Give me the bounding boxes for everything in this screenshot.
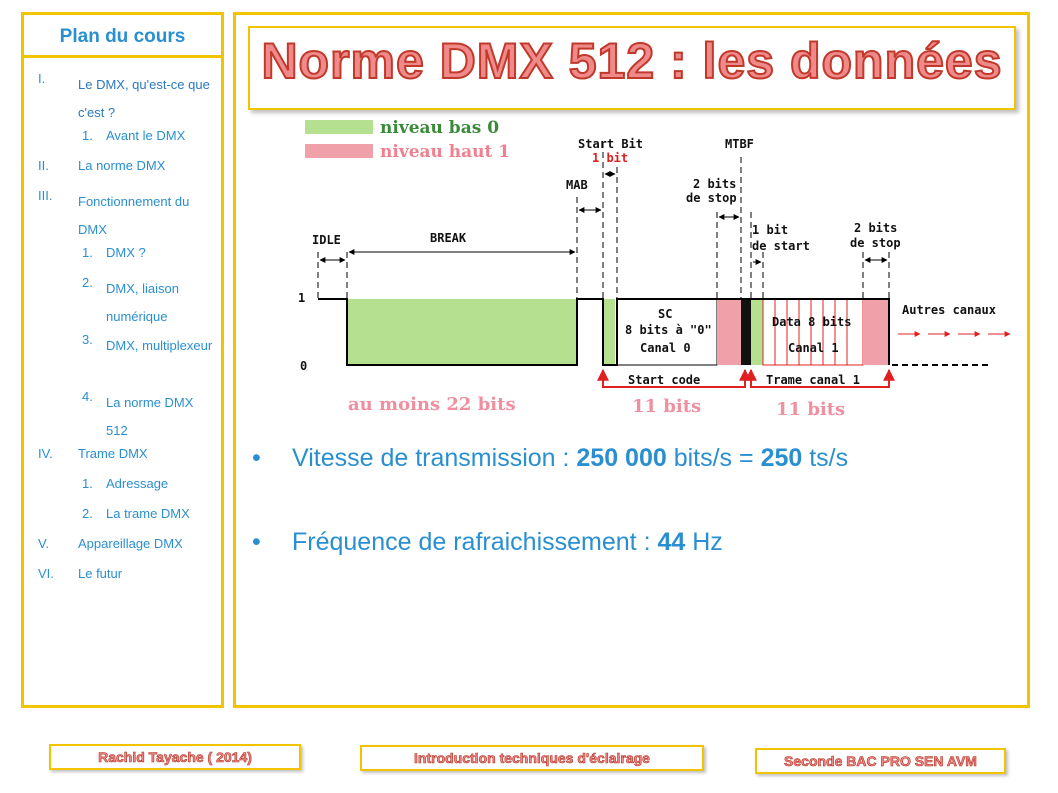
outline-item[interactable]: 3. DMX, multiplexeur [82, 332, 213, 353]
course-outline-panel [21, 12, 224, 708]
outline-item[interactable]: 2. DMX, liaison numérique [82, 275, 179, 324]
key-facts-list [252, 444, 1022, 612]
legend-low-swatch [305, 120, 373, 134]
channel-frame-label: Trame canal 1 [766, 373, 860, 387]
outline-item[interactable]: 1. DMX ? [82, 245, 146, 260]
sc-channel-label: Canal 0 [640, 341, 691, 355]
stop-bits-label-b: de stop [686, 191, 737, 205]
start-bit-1-label-b: de start [752, 239, 810, 253]
start-bit-region [603, 299, 615, 365]
slide-title: Norme DMX 512 : les données [261, 33, 1003, 89]
mab-label: MAB [566, 178, 588, 192]
break-region [347, 299, 577, 365]
one-bit-label: 1 bit [592, 151, 629, 165]
refresh-rate-bullet: • Fréquence de rafraichissement : 44 Hz [252, 528, 723, 556]
outline-item[interactable]: 4. La norme DMX 512 [82, 389, 194, 438]
dmx-frame-diagram [280, 112, 1020, 432]
transmission-speed-bullet: • Vitesse de transmission : 250 000 bits/s = 250 ts/s [252, 444, 849, 472]
footer-author: Rachid Tayache ( 2014) [49, 744, 301, 770]
outline-item[interactable]: III. Fonctionnement du DMX [38, 188, 190, 237]
outline-item[interactable]: IV. Trame DMX [38, 446, 148, 461]
legend-high-label: niveau haut 1 [380, 142, 511, 162]
outline-item[interactable]: II. La norme DMX [38, 158, 166, 173]
other-channels-label: Autres canaux [902, 303, 996, 317]
start-code-bits-count: 11 bits [632, 396, 702, 417]
outline-item[interactable]: 2. La trame DMX [82, 506, 190, 521]
outline-title: Plan du cours [24, 19, 221, 58]
data-channel-label: Canal 1 [788, 341, 839, 355]
outline-list [24, 71, 224, 596]
data-channel-box [763, 299, 863, 365]
outline-item[interactable]: I. Le DMX, qu'est-ce que c'est ? [38, 71, 210, 120]
outline-item[interactable]: 1. Avant le DMX [82, 128, 186, 143]
legend-low-label: niveau bas 0 [380, 118, 500, 138]
stop-bits-right-label-a: 2 bits [854, 221, 898, 235]
start-bit-1-label-a: 1 bit [752, 223, 789, 237]
footer-course: Introduction techniques d'éclairage [360, 745, 704, 771]
level-1-label: 1 [298, 291, 306, 305]
channel-bits-count: 11 bits [776, 399, 846, 420]
stop-bits-right-label-b: de stop [850, 236, 901, 250]
start-bit-label: Start Bit [578, 137, 644, 151]
outline-item[interactable]: V. Appareillage DMX [38, 536, 183, 551]
level-0-label: 0 [300, 359, 308, 373]
break-bits-count: au moins 22 bits [348, 394, 516, 415]
outline-item[interactable]: VI. Le futur [38, 566, 123, 581]
stop-bits-region [717, 299, 741, 365]
sc-bits-label: 8 bits à "0" [625, 323, 712, 337]
idle-label: IDLE [312, 233, 341, 247]
data-bits-label: Data 8 bits [772, 315, 852, 329]
legend-high-swatch [305, 144, 373, 158]
start-code-label: Start code [628, 373, 701, 387]
mtbf-region [741, 299, 751, 365]
start-bit-region-2 [751, 299, 763, 365]
stop-bits-label-a: 2 bits [693, 177, 737, 191]
slide-title-box [248, 26, 1016, 110]
footer-class: Seconde BAC PRO SEN AVM [755, 748, 1006, 774]
mtbf-label: MTBF [725, 137, 754, 151]
break-label: BREAK [430, 231, 467, 245]
outline-item[interactable]: 1. Adressage [82, 476, 169, 491]
sc-label: SC [658, 307, 673, 321]
stop-bits-region-2 [863, 299, 889, 365]
